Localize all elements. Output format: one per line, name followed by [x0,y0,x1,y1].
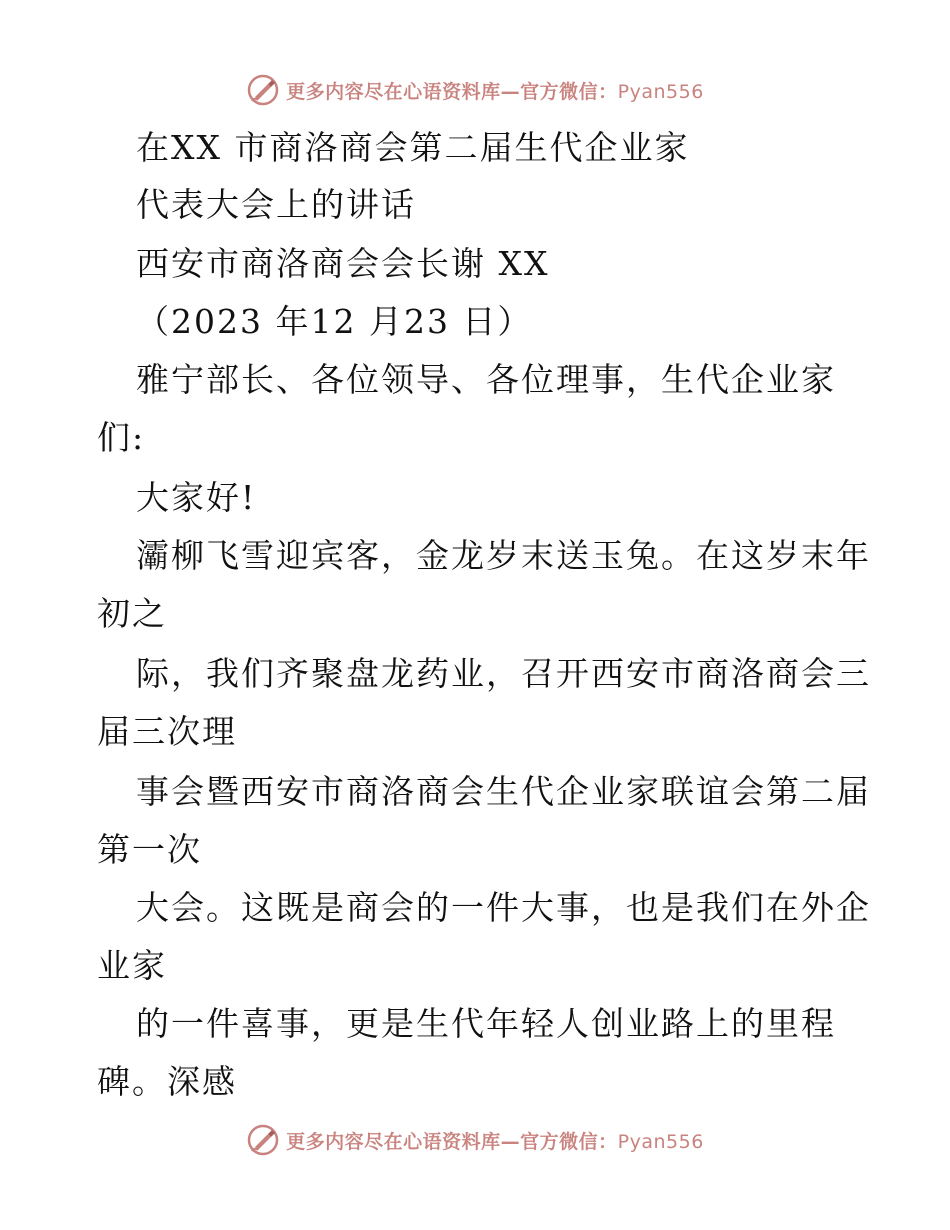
date-line: （2023 年12 月23 日） [136,302,533,341]
body-line: 碑。深感 [97,1062,237,1101]
body-line: 的一件喜事，更是生代年轻人创业路上的里程 [136,1004,836,1043]
watermark-text-cn: 更多内容尽在心语资料库—官方微信： [286,1130,618,1153]
footer-watermark [0,1120,950,1160]
title-line-1: 在XX 市商洛商会第二届生代企业家 [136,128,690,167]
watermark-wechat-id: Pyan556 [617,80,704,103]
body-line: 业家 [97,946,167,985]
body-line: 届三次理 [97,712,237,751]
body-line: 际，我们齐聚盘龙药业，召开西安市商洛商会三 [136,654,871,693]
speaker-line: 西安市商洛商会会长谢 XX [136,244,550,283]
header-watermark [0,70,950,110]
watermark-text [286,1127,704,1154]
body-line: 灞柳飞雪迎宾客，金龙岁末送玉兔。在这岁末年 [136,536,871,575]
pen-logo-icon [246,1123,280,1157]
body-line: 事会暨西安市商洛商会生代企业家联谊会第二届 [136,772,871,811]
title-line-2: 代表大会上的讲话 [136,185,416,224]
salutation-continuation: 们: [97,418,146,457]
body-line: 第一次 [97,830,202,869]
body-line: 大会。这既是商会的一件大事，也是我们在外企 [136,888,871,927]
salutation-line: 雅宁部长、各位领导、各位理事，生代企业家 [136,360,836,399]
watermark-wechat-id: Pyan556 [617,1130,704,1153]
pen-logo-icon [246,73,280,107]
body-line: 初之 [97,594,167,633]
watermark-text [286,77,704,104]
watermark-text-cn: 更多内容尽在心语资料库—官方微信： [286,80,618,103]
greeting-line: 大家好! [136,478,257,517]
